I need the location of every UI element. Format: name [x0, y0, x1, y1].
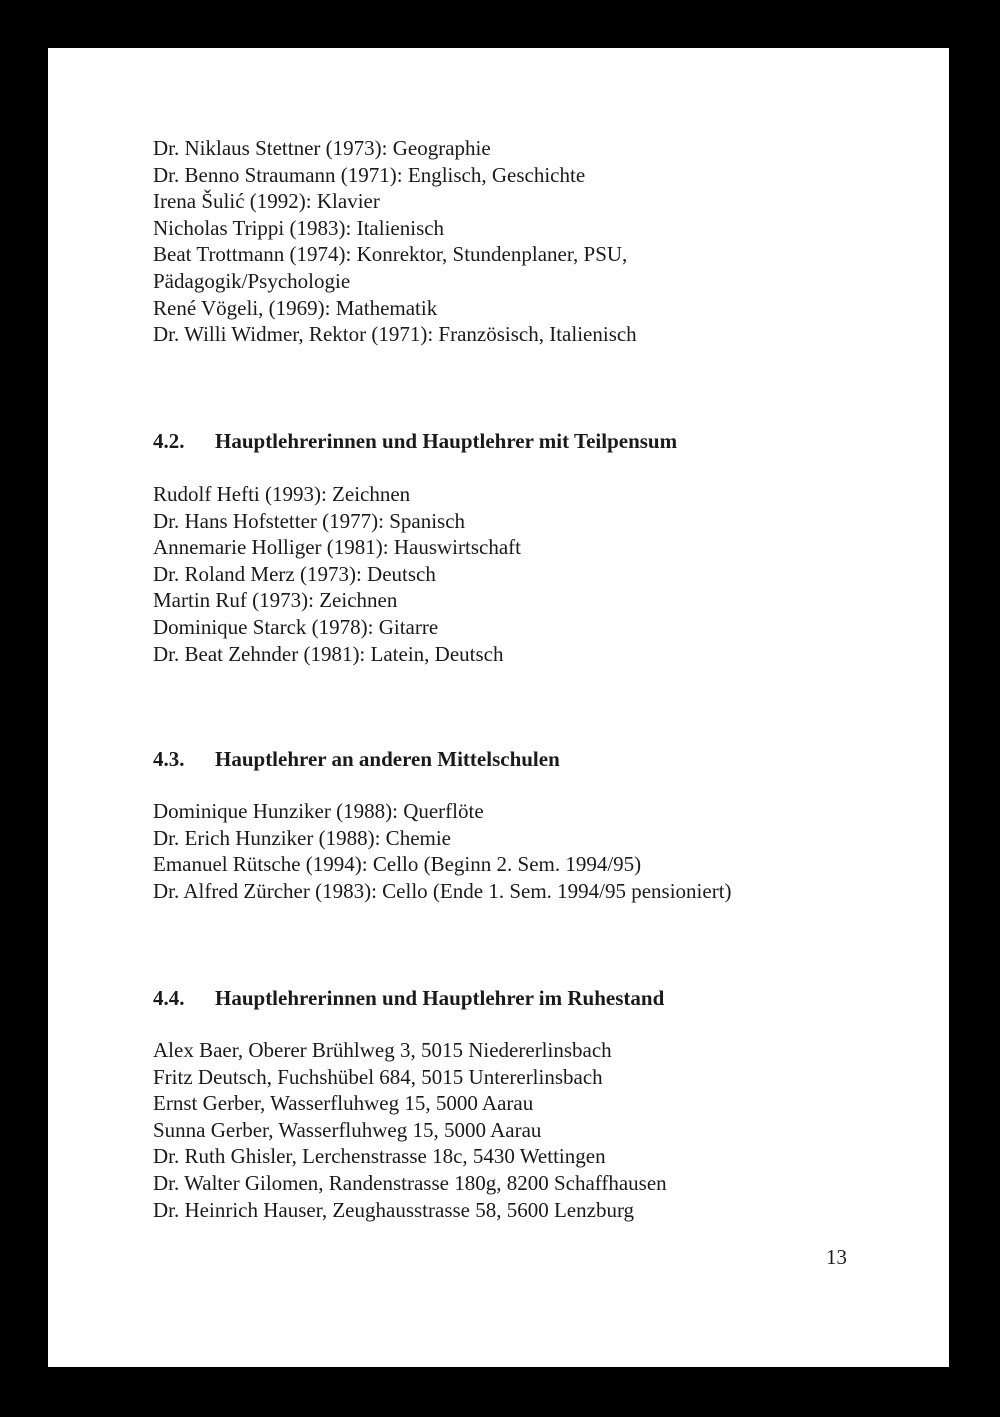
list-item: Nicholas Trippi (1983): Italienisch: [153, 215, 445, 240]
list-item: Fritz Deutsch, Fuchshübel 684, 5015 Untererlinsbach: [153, 1064, 603, 1089]
list-item: Dr. Ruth Ghisler, Lerchenstrasse 18c, 5430 Wettingen: [153, 1144, 606, 1169]
section-heading-4-3: [153, 746, 560, 772]
teacher-list-continued: [153, 135, 913, 348]
section-4-2-list: [153, 481, 913, 667]
section-title: Hauptlehrer an anderen Mittelschulen: [215, 747, 560, 771]
section-number: 4.2.: [153, 429, 185, 453]
document-page: [48, 48, 949, 1367]
list-item: Dr. Niklaus Stettner (1973): Geographie: [153, 136, 491, 160]
list-item: Dr. Beat Zehnder (1981): Latein, Deutsch: [153, 641, 504, 666]
list-item: Martin Ruf (1973): Zeichnen: [153, 588, 398, 613]
list-item: Pädagogik/Psychologie: [153, 268, 351, 293]
list-item: Dr. Erich Hunziker (1988): Chemie: [153, 825, 451, 850]
list-item: Ernst Gerber, Wasserfluhweg 15, 5000 Aarau: [153, 1091, 534, 1116]
list-item: Emanuel Rütsche (1994): Cello (Beginn 2. Sem. 1994/95): [153, 852, 642, 877]
section-number: 4.3.: [153, 747, 185, 771]
section-title: Hauptlehrerinnen und Hauptlehrer im Ruhestand: [215, 986, 665, 1010]
list-item: Dr. Willi Widmer, Rektor (1971): Französisch, Italienisch: [153, 322, 637, 347]
list-item: Dr. Heinrich Hauser, Zeughausstrasse 58, 5600 Lenzburg: [153, 1197, 635, 1222]
list-item: Dr. Hans Hofstetter (1977): Spanisch: [153, 508, 466, 533]
list-item: Rudolf Hefti (1993): Zeichnen: [153, 482, 411, 506]
list-item: Annemarie Holliger (1981): Hauswirtschaft: [153, 535, 521, 560]
section-4-3-list: [153, 798, 913, 904]
list-item: Sunna Gerber, Wasserfluhweg 15, 5000 Aarau: [153, 1117, 542, 1142]
section-number: 4.4.: [153, 986, 185, 1010]
list-item: Alex Baer, Oberer Brühlweg 3, 5015 Niedererlinsbach: [153, 1038, 612, 1062]
section-heading-4-2: [153, 428, 677, 454]
list-item: Beat Trottmann (1974): Konrektor, Stundenplaner, PSU,: [153, 242, 628, 267]
list-item: Dominique Hunziker (1988): Querflöte: [153, 799, 484, 823]
page-number: 13: [826, 1245, 847, 1269]
list-item: Irena Šulić (1992): Klavier: [153, 189, 380, 214]
section-4-4-list: [153, 1037, 913, 1223]
section-title: Hauptlehrerinnen und Hauptlehrer mit Teilpensum: [215, 429, 678, 453]
list-item: Dominique Starck (1978): Gitarre: [153, 614, 439, 639]
list-item: Dr. Alfred Zürcher (1983): Cello (Ende 1. Sem. 1994/95 pensioniert): [153, 878, 732, 903]
list-item: Dr. Benno Straumann (1971): Englisch, Geschichte: [153, 162, 586, 187]
section-heading-4-4: [153, 985, 664, 1011]
list-item: Dr. Walter Gilomen, Randenstrasse 180g, 8200 Schaffhausen: [153, 1170, 667, 1195]
list-item: René Vögeli, (1969): Mathematik: [153, 295, 438, 320]
list-item: Dr. Roland Merz (1973): Deutsch: [153, 561, 436, 586]
